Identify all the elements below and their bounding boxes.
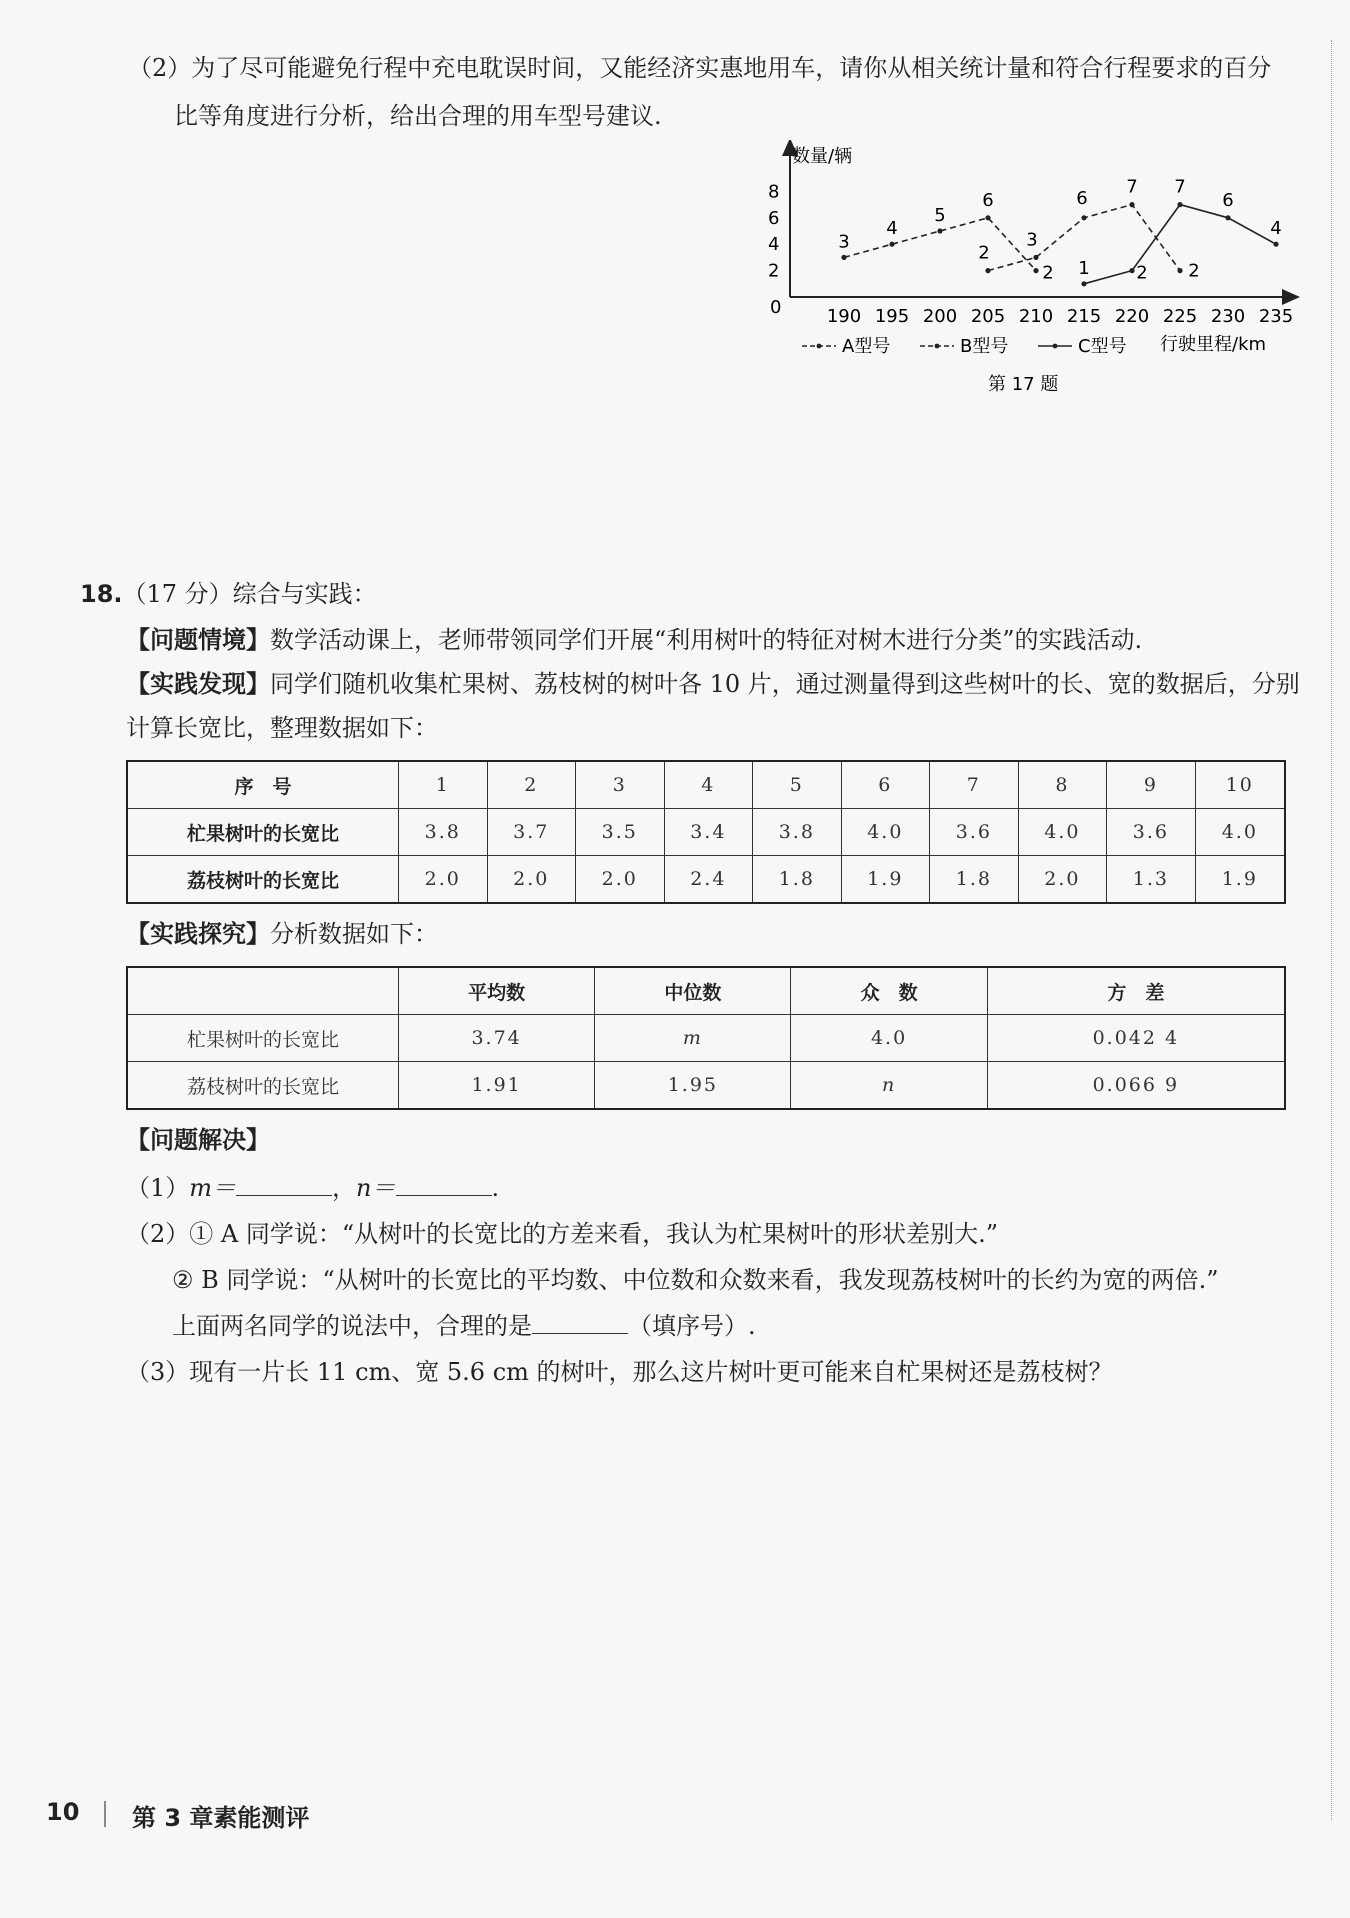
table-cell: 1.95 bbox=[595, 1062, 791, 1110]
data-label: 2 bbox=[1188, 260, 1200, 282]
data-point bbox=[1273, 242, 1278, 247]
data-point bbox=[1225, 215, 1230, 220]
data-label: 1 bbox=[1078, 257, 1090, 279]
table-cell: 1.8 bbox=[930, 856, 1019, 904]
table-cell: 3.74 bbox=[399, 1015, 595, 1062]
table-cell: 2.0 bbox=[399, 856, 488, 904]
q18-part2-line1: （2）① A 同学说：“从树叶的长宽比的方差来看，我认为杧果树叶的形状差别大.” bbox=[126, 1220, 999, 1248]
table-cell: 3.6 bbox=[930, 809, 1019, 856]
data-point bbox=[1129, 268, 1134, 273]
stats-table bbox=[126, 966, 1286, 1110]
binding-line bbox=[1331, 40, 1332, 1820]
row-label: 杧果树叶的长宽比 bbox=[127, 809, 399, 856]
legend-marker bbox=[817, 344, 822, 349]
table-header-cell: 4 bbox=[664, 761, 753, 809]
table-cell: 3.4 bbox=[664, 809, 753, 856]
q18-discovery-line2: 计算长宽比，整理数据如下： bbox=[126, 714, 438, 742]
table-cell: 3.8 bbox=[399, 809, 488, 856]
row-label: 杧果树叶的长宽比 bbox=[127, 1015, 399, 1062]
table-cell: 1.91 bbox=[399, 1062, 595, 1110]
data-point bbox=[1081, 281, 1086, 286]
table-header-cell: 6 bbox=[841, 761, 930, 809]
table-cell: 2.4 bbox=[664, 856, 753, 904]
situation-tag: 【问题情境】 bbox=[126, 626, 270, 654]
q18-discovery bbox=[126, 668, 1300, 700]
table-cell: 4.0 bbox=[1195, 809, 1285, 856]
x-axis-label: 行驶里程/km bbox=[1160, 334, 1267, 355]
data-label: 5 bbox=[934, 205, 946, 226]
page-number: 10 bbox=[46, 1798, 80, 1826]
x-tick-label: 205 bbox=[970, 306, 1006, 327]
data-point bbox=[1033, 268, 1038, 273]
table-header-cell: 中位数 bbox=[595, 967, 791, 1015]
data-label: 7 bbox=[1174, 176, 1186, 198]
q17-part2-line2: 比等角度进行分析，给出合理的用车型号建议. bbox=[174, 102, 662, 130]
table-header-cell: 2 bbox=[487, 761, 576, 809]
x-tick-label: 200 bbox=[922, 306, 958, 327]
m-answer-blank[interactable] bbox=[236, 1173, 332, 1196]
table-header-cell: 7 bbox=[930, 761, 1019, 809]
q18-part2-line3 bbox=[172, 1310, 756, 1342]
leaf-ratio-table bbox=[126, 760, 1286, 904]
x-tick-label: 215 bbox=[1066, 306, 1102, 327]
table-cell: 1.8 bbox=[753, 856, 842, 904]
table-header-cell: 10 bbox=[1195, 761, 1285, 809]
x-tick-label: 230 bbox=[1210, 306, 1246, 327]
table-header-row bbox=[127, 761, 1285, 809]
q18-number: 18. bbox=[80, 580, 123, 608]
table-header-cell: 9 bbox=[1107, 761, 1196, 809]
data-point bbox=[841, 255, 846, 260]
part1-m-label: m＝ bbox=[189, 1174, 237, 1202]
part2-question: 上面两名同学的说法中，合理的是 bbox=[172, 1312, 532, 1340]
series-group bbox=[838, 177, 1281, 287]
row-label: 荔枝树叶的长宽比 bbox=[127, 1062, 399, 1110]
row-label: 荔枝树叶的长宽比 bbox=[127, 856, 399, 904]
data-label: 2 bbox=[1136, 262, 1148, 284]
data-point bbox=[1081, 215, 1086, 220]
data-label: 4 bbox=[886, 218, 898, 240]
q18-situation bbox=[126, 624, 1142, 656]
n-answer-blank[interactable] bbox=[396, 1173, 492, 1196]
q18-part1 bbox=[126, 1172, 499, 1204]
data-point bbox=[985, 268, 990, 273]
data-label: 2 bbox=[1042, 262, 1054, 284]
data-label: 3 bbox=[838, 231, 850, 253]
data-label: 3 bbox=[1026, 229, 1038, 251]
legend-label: A型号 bbox=[842, 336, 891, 357]
table-header-cell: 众 数 bbox=[791, 967, 987, 1015]
discovery-tag: 【实践发现】 bbox=[126, 670, 270, 698]
y-axis-label: 数量/辆 bbox=[792, 146, 853, 167]
x-tick-label: 210 bbox=[1018, 306, 1054, 327]
y-tick-label: 4 bbox=[768, 234, 780, 256]
part2-hint: （填序号）. bbox=[628, 1312, 756, 1340]
chart-caption: 第 17 题 bbox=[988, 374, 1059, 395]
legend-label: B型号 bbox=[960, 336, 1009, 357]
explore-text: 分析数据如下： bbox=[270, 920, 438, 948]
data-point bbox=[1129, 202, 1134, 207]
data-label: 2 bbox=[978, 242, 990, 264]
table-row bbox=[127, 856, 1285, 904]
table-header-cell: 5 bbox=[753, 761, 842, 809]
table-cell: 2.0 bbox=[1018, 856, 1107, 904]
discovery-text: 同学们随机收集杧果树、荔枝树的树叶各 10 片，通过测量得到这些树叶的长、宽的数据后，分别 bbox=[270, 670, 1300, 698]
table-cell: m bbox=[595, 1015, 791, 1062]
table-cell: 3.6 bbox=[1107, 809, 1196, 856]
part1-end: . bbox=[491, 1174, 500, 1202]
legend-marker bbox=[1053, 344, 1058, 349]
q18-header bbox=[80, 578, 377, 610]
explore-tag: 【实践探究】 bbox=[126, 920, 270, 948]
table-cell: 0.066 9 bbox=[987, 1062, 1285, 1110]
data-label: 7 bbox=[1126, 176, 1138, 198]
table-cell: n bbox=[791, 1062, 987, 1110]
legend-marker bbox=[935, 344, 940, 349]
q18-part2-line2: ② B 同学说：“从树叶的长宽比的平均数、中位数和众数来看，我发现荔枝树叶的长约为宽的两倍.” bbox=[172, 1266, 1219, 1294]
table-header-cell: 1 bbox=[399, 761, 488, 809]
table-header-cell: 8 bbox=[1018, 761, 1107, 809]
part1-n-label: n＝ bbox=[356, 1174, 396, 1202]
table-cell: 4.0 bbox=[791, 1015, 987, 1062]
x-tick-label: 190 bbox=[826, 306, 862, 327]
q18-part3: （3）现有一片长 11 cm、宽 5.6 cm 的树叶，那么这片树叶更可能来自杧果树还是荔枝树？ bbox=[126, 1358, 1113, 1386]
legend-label: C型号 bbox=[1078, 336, 1127, 357]
table-cell: 4.0 bbox=[1018, 809, 1107, 856]
table-cell: 4.0 bbox=[841, 809, 930, 856]
part1-sep: ， bbox=[332, 1174, 357, 1202]
data-label: 4 bbox=[1270, 218, 1282, 240]
chapter-title: 第 3 章素能测评 bbox=[132, 1804, 310, 1832]
table-cell: 1.3 bbox=[1107, 856, 1196, 904]
data-point bbox=[1033, 255, 1038, 260]
part2-answer-blank[interactable] bbox=[532, 1311, 628, 1334]
table-header-row bbox=[127, 967, 1285, 1015]
table-header-cell: 平均数 bbox=[399, 967, 595, 1015]
chart-legend bbox=[802, 336, 1127, 357]
table-header-cell bbox=[127, 967, 399, 1015]
data-point bbox=[985, 215, 990, 220]
x-tick-label: 220 bbox=[1114, 306, 1150, 327]
table-cell: 3.5 bbox=[576, 809, 665, 856]
data-label: 6 bbox=[1076, 187, 1088, 209]
q17-part2-line1: （2）为了尽可能避免行程中充电耽误时间，又能经济实惠地用车，请你从相关统计量和符合行程要求的百分 bbox=[128, 54, 1272, 82]
data-label: 6 bbox=[982, 189, 994, 211]
table-cell: 1.9 bbox=[841, 856, 930, 904]
x-tick-label: 195 bbox=[874, 306, 910, 327]
table-header-cell: 方 差 bbox=[987, 967, 1285, 1015]
table-row bbox=[127, 1062, 1285, 1110]
origin-label: 0 bbox=[770, 297, 782, 318]
data-point bbox=[889, 242, 894, 247]
table-cell: 3.8 bbox=[753, 809, 842, 856]
table-cell: 3.7 bbox=[487, 809, 576, 856]
q18-header-text: （17 分）综合与实践： bbox=[122, 580, 377, 608]
table-cell: 0.042 4 bbox=[987, 1015, 1285, 1062]
solve-tag: 【问题解决】 bbox=[126, 1126, 270, 1154]
y-ticks bbox=[768, 181, 779, 281]
table-cell: 2.0 bbox=[487, 856, 576, 904]
mileage-line-chart bbox=[760, 140, 1320, 410]
x-ticks bbox=[827, 306, 1293, 327]
q18-explore bbox=[126, 918, 438, 950]
table-cell: 2.0 bbox=[576, 856, 665, 904]
data-point bbox=[937, 228, 942, 233]
y-tick-label: 8 bbox=[768, 181, 780, 203]
table-row bbox=[127, 809, 1285, 856]
data-point bbox=[1177, 268, 1182, 273]
table-row bbox=[127, 1015, 1285, 1062]
situation-text: 数学活动课上，老师带领同学们开展“利用树叶的特征对树木进行分类”的实践活动. bbox=[270, 626, 1143, 654]
table-header-cell: 3 bbox=[576, 761, 665, 809]
part1-prefix: （1） bbox=[126, 1174, 190, 1202]
footer-divider bbox=[104, 1801, 106, 1827]
x-tick-label: 235 bbox=[1258, 306, 1294, 327]
y-tick-label: 2 bbox=[768, 260, 780, 282]
x-tick-label: 225 bbox=[1162, 306, 1198, 327]
table-header-cell: 序 号 bbox=[127, 761, 399, 809]
y-tick-label: 6 bbox=[768, 207, 780, 229]
data-label: 6 bbox=[1222, 189, 1234, 211]
table-cell: 1.9 bbox=[1195, 856, 1285, 904]
data-point bbox=[1177, 202, 1182, 207]
